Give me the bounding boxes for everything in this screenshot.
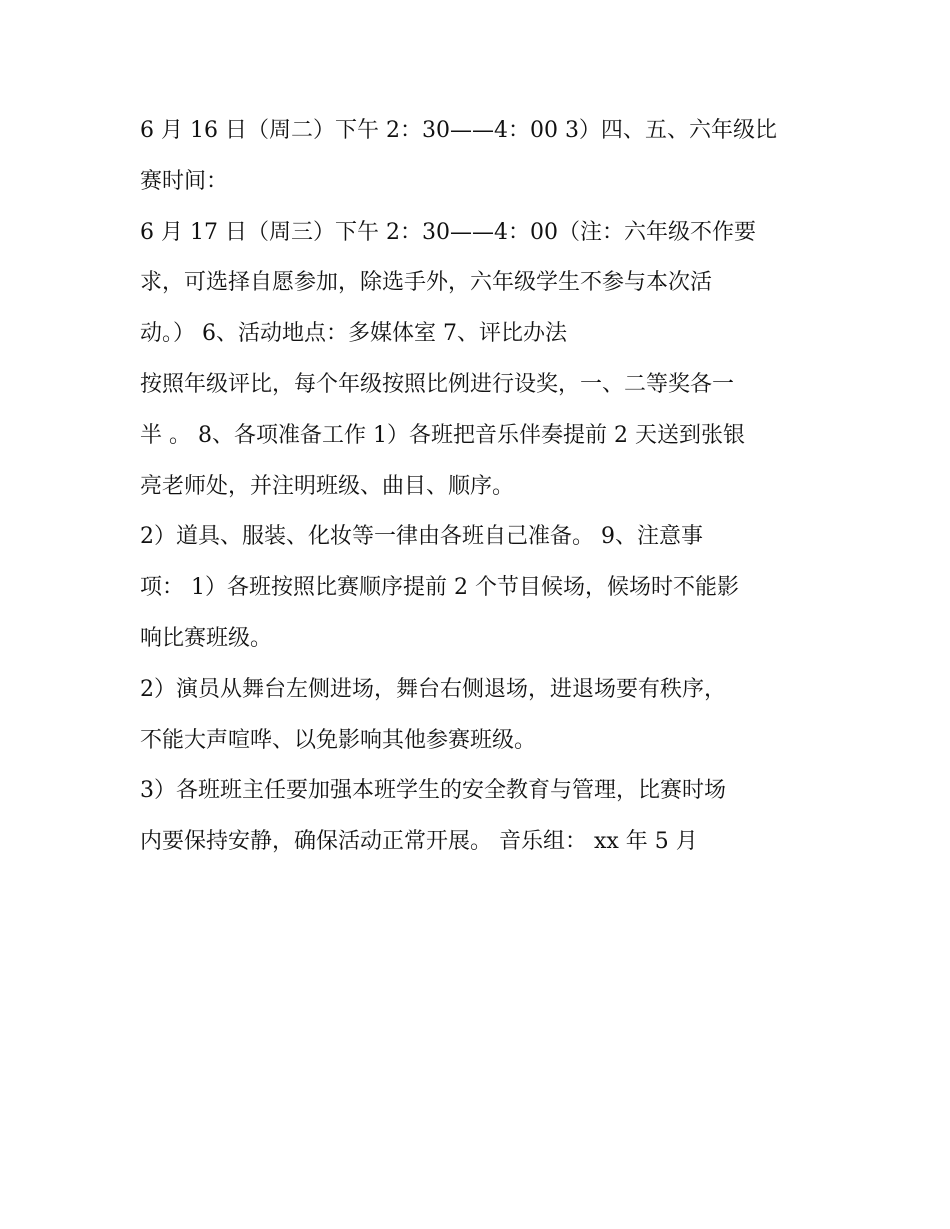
text-line: 不能大声喧哗、以免影响其他参赛班级。 [140, 727, 537, 753]
text-line: 2）演员从舞台左侧进场，舞台右侧退场，进退场要有秩序， [140, 676, 726, 702]
text-line: 项： 1）各班按照比赛顺序提前 2 个节目候场，候场时不能影 [140, 575, 739, 601]
text-line: 动。） 6、活动地点：多媒体室 7、评比办法 [140, 321, 567, 347]
text-line: 按照年级评比，每个年级按照比例进行设奖，一、二等奖各一 [140, 371, 735, 397]
text-line: 亮老师处，并注明班级、曲目、顺序。 [140, 473, 515, 499]
text-line: 6 月 17 日（周三）下午 2：30——4：00（注：六年级不作要 [140, 219, 756, 245]
text-line: 2）道具、服装、化妆等一律由各班自己准备。 9、注意事 [140, 524, 703, 550]
text-line: 求，可选择自愿参加，除选手外，六年级学生不参与本次活 [140, 270, 713, 296]
text-line: 赛时间： [140, 168, 229, 194]
text-line: 3）各班班主任要加强本班学生的安全教育与管理，比赛时场 [140, 778, 726, 804]
text-line: 6 月 16 日（周二）下午 2：30——4：00 3）四、五、六年级比 [140, 118, 777, 143]
document-body [140, 106, 820, 868]
text-line: 内要保持安静，确保活动正常开展。 音乐组： xx 年 5 月 [140, 829, 698, 855]
text-line: 半 。 8、各项准备工作 1）各班把音乐伴奏提前 2 天送到张银 [140, 422, 745, 448]
text-line: 响比赛班级。 [140, 625, 273, 651]
